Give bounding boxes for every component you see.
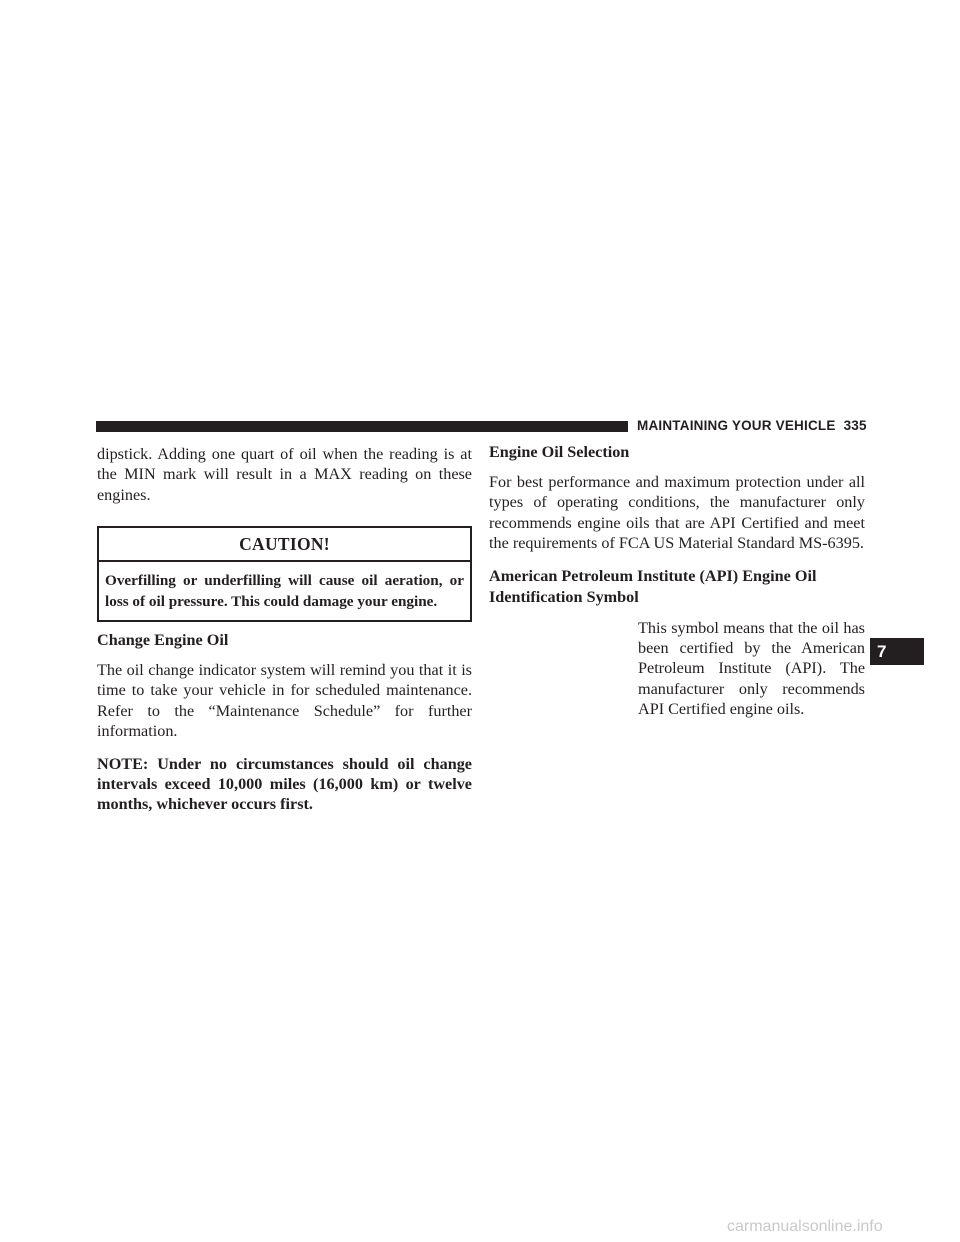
api-symbol-description: This symbol means that the oil has been certified by the American Petroleum Institute (API). The manufacturer only recommends API Certified engine oils.	[638, 618, 865, 719]
running-header	[637, 418, 867, 433]
api-symbol-heading	[489, 566, 865, 608]
watermark: carmanualsonline.info	[727, 1218, 883, 1235]
api-heading-line1: American Petroleum Institute (API) Engine Oil	[489, 566, 817, 585]
right-column	[489, 442, 865, 728]
intro-paragraph: dipstick. Adding one quart of oil when the reading is at the MIN mark will result in a MAX reading on these engines.	[97, 445, 472, 504]
caution-box	[97, 526, 472, 622]
page-number: 335	[843, 418, 867, 433]
header-rule	[96, 421, 628, 432]
oil-selection-heading: Engine Oil Selection	[489, 443, 630, 461]
left-column	[97, 444, 472, 815]
section-title: MAINTAINING YOUR VEHICLE	[637, 418, 836, 433]
change-oil-heading: Change Engine Oil	[97, 631, 229, 650]
change-oil-paragraph: The oil change indicator system will remind you that it is time to take your vehicle in for scheduled maintenance. Refer to the “Maintenance Schedule” for further information.	[97, 661, 472, 741]
chapter-tab: 7	[870, 638, 924, 665]
note-paragraph: NOTE: Under no circumstances should oil change intervals exceed 10,000 miles (16,000 km) or twelve months, whichever occurs first.	[97, 754, 472, 814]
oil-selection-paragraph: For best performance and maximum protection under all types of operating conditions, the manufacturer only recommends engine oils that are API Certified and meet the requirements of FCA US Material Standard MS-6395.	[489, 473, 865, 553]
api-symbol-area	[489, 618, 865, 728]
caution-body: Overfilling or underfilling will cause oil aeration, or loss of oil pressure. This could damage your engine.	[105, 572, 464, 610]
api-heading-line2: Identification Symbol	[489, 587, 639, 606]
caution-title: CAUTION!	[99, 528, 470, 562]
